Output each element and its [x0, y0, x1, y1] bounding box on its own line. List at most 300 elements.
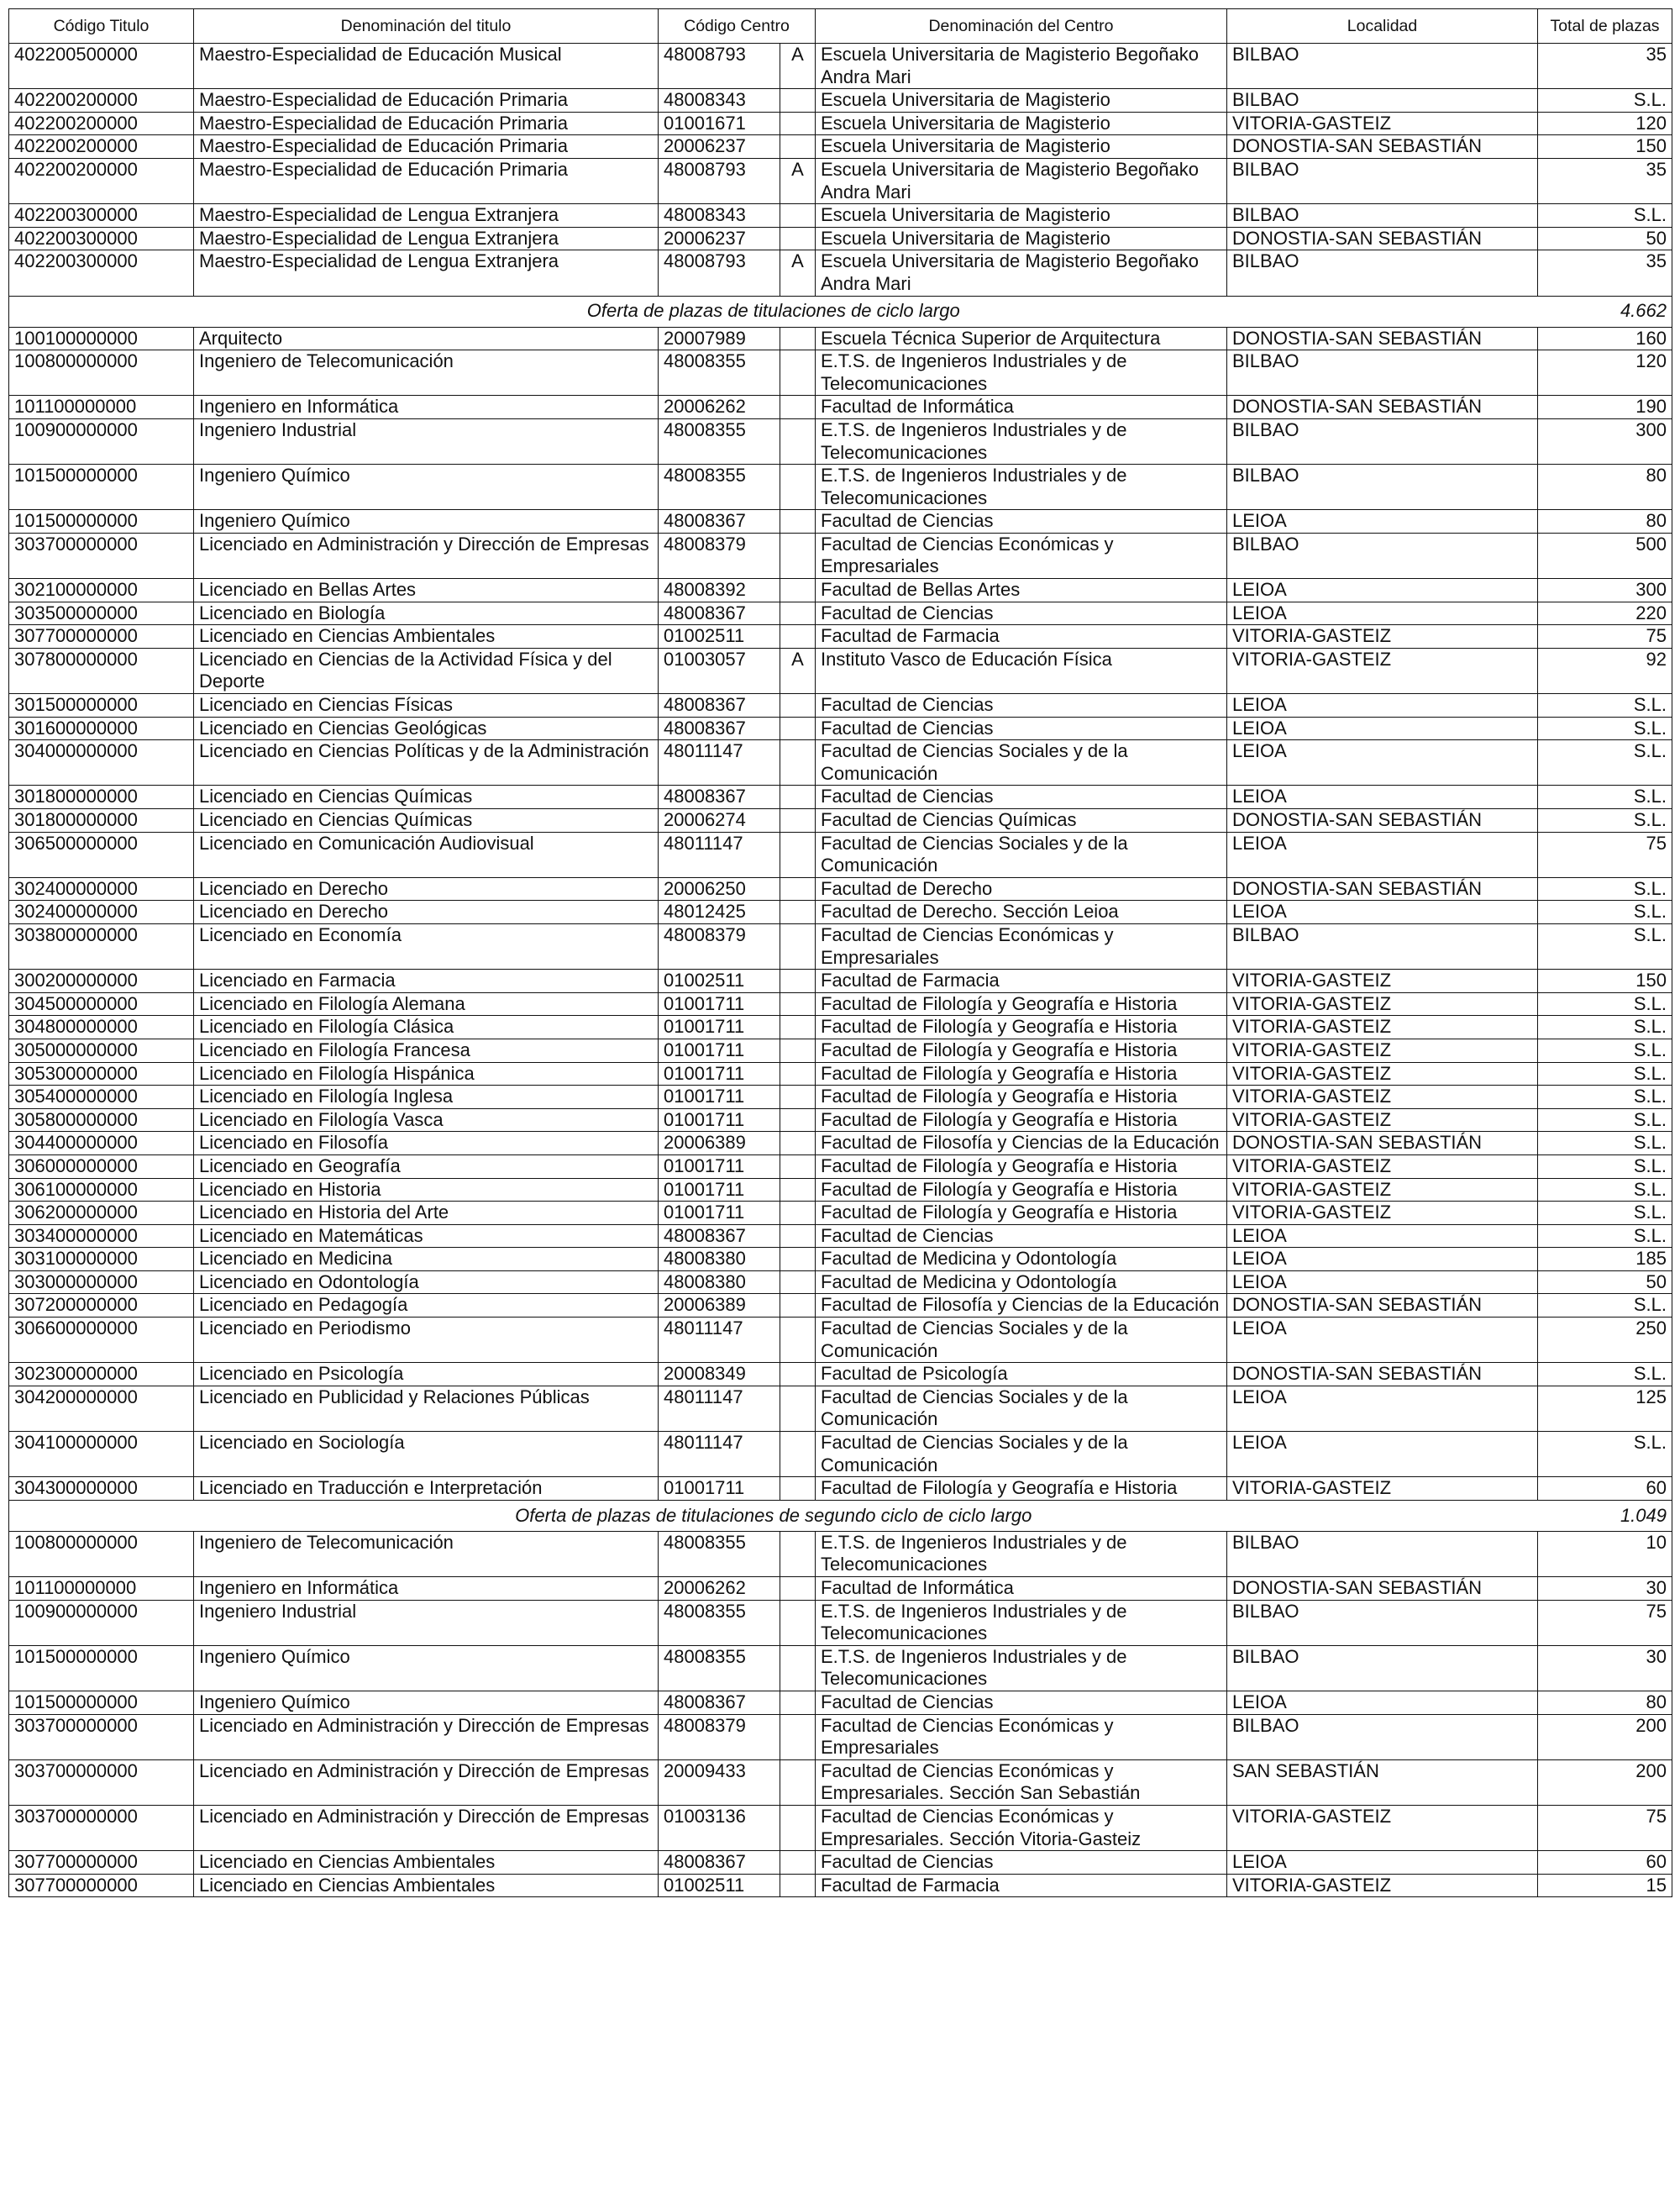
cell-codigo-titulo: 302300000000: [9, 1363, 194, 1386]
cell-denominacion-centro: Instituto Vasco de Educación Física: [816, 648, 1227, 693]
section-title: Oferta de plazas de titulaciones de ciclo largo: [9, 296, 1538, 327]
cell-centro-flag: [780, 1531, 816, 1576]
cell-denominacion-titulo: Ingeniero Químico: [194, 510, 659, 534]
cell-codigo-titulo: 307800000000: [9, 648, 194, 693]
cell-localidad: VITORIA-GASTEIZ: [1227, 1202, 1538, 1225]
cell-denominacion-titulo: Ingeniero Industrial: [194, 418, 659, 464]
cell-localidad: BILBAO: [1227, 89, 1538, 113]
cell-denominacion-centro: Escuela Técnica Superior de Arquitectura: [816, 327, 1227, 350]
cell-denominacion-centro: Escuela Universitaria de Magisterio Begoñako Andra Mari: [816, 250, 1227, 296]
cell-codigo-titulo: 100900000000: [9, 1600, 194, 1645]
cell-denominacion-titulo: Licenciado en Traducción e Interpretación: [194, 1477, 659, 1501]
cell-total-plazas: S.L.: [1538, 89, 1672, 113]
cell-centro-flag: A: [780, 158, 816, 203]
cell-codigo-titulo: 300200000000: [9, 970, 194, 993]
cell-codigo-centro: 48008355: [659, 1531, 780, 1576]
cell-denominacion-titulo: Licenciado en Filología Clásica: [194, 1016, 659, 1039]
cell-codigo-centro: 01002511: [659, 625, 780, 649]
cell-denominacion-centro: E.T.S. de Ingenieros Industriales y de Telecomunicaciones: [816, 1600, 1227, 1645]
cell-codigo-centro: 20006389: [659, 1132, 780, 1155]
cell-localidad: DONOSTIA-SAN SEBASTIÁN: [1227, 1577, 1538, 1601]
cell-total-plazas: 92: [1538, 648, 1672, 693]
table-row: [9, 786, 1672, 809]
cell-localidad: BILBAO: [1227, 350, 1538, 396]
cell-total-plazas: 120: [1538, 350, 1672, 396]
cell-total-plazas: 35: [1538, 158, 1672, 203]
cell-denominacion-titulo: Licenciado en Historia del Arte: [194, 1202, 659, 1225]
section-header-row: [9, 1500, 1672, 1531]
table-row: [9, 1039, 1672, 1062]
cell-denominacion-titulo: Maestro-Especialidad de Lengua Extranjera: [194, 204, 659, 228]
cell-denominacion-centro: Facultad de Filología y Geografía e Historia: [816, 1016, 1227, 1039]
table-row: [9, 1318, 1672, 1363]
cell-centro-flag: [780, 717, 816, 740]
cell-localidad: LEIOA: [1227, 510, 1538, 534]
cell-total-plazas: 80: [1538, 510, 1672, 534]
table-row: [9, 809, 1672, 833]
cell-centro-flag: [780, 1805, 816, 1850]
cell-centro-flag: [780, 901, 816, 924]
cell-codigo-centro: 48011147: [659, 1386, 780, 1431]
cell-centro-flag: [780, 465, 816, 510]
cell-localidad: LEIOA: [1227, 717, 1538, 740]
table-row: [9, 1154, 1672, 1178]
cell-denominacion-titulo: Licenciado en Filología Hispánica: [194, 1062, 659, 1086]
table-row: [9, 350, 1672, 396]
cell-codigo-centro: 48008367: [659, 786, 780, 809]
cell-codigo-titulo: 306000000000: [9, 1154, 194, 1178]
cell-denominacion-titulo: Licenciado en Administración y Dirección de Empresas: [194, 1805, 659, 1850]
cell-denominacion-centro: Facultad de Filosofía y Ciencias de la Educación: [816, 1132, 1227, 1155]
cell-total-plazas: 30: [1538, 1645, 1672, 1691]
cell-denominacion-centro: Escuela Universitaria de Magisterio Begoñako Andra Mari: [816, 158, 1227, 203]
cell-denominacion-centro: Escuela Universitaria de Magisterio: [816, 227, 1227, 250]
cell-denominacion-titulo: Licenciado en Ciencias de la Actividad Física y del Deporte: [194, 648, 659, 693]
cell-codigo-titulo: 100800000000: [9, 350, 194, 396]
cell-codigo-titulo: 306200000000: [9, 1202, 194, 1225]
table-row: [9, 1363, 1672, 1386]
cell-localidad: VITORIA-GASTEIZ: [1227, 1016, 1538, 1039]
cell-denominacion-centro: Escuela Universitaria de Magisterio: [816, 112, 1227, 135]
cell-codigo-centro: 48011147: [659, 1432, 780, 1477]
cell-centro-flag: [780, 89, 816, 113]
cell-codigo-centro: 48008793: [659, 250, 780, 296]
table-row: [9, 533, 1672, 578]
cell-centro-flag: [780, 396, 816, 419]
cell-codigo-centro: 48008367: [659, 694, 780, 718]
cell-total-plazas: 200: [1538, 1759, 1672, 1805]
cell-codigo-centro: 01001711: [659, 1062, 780, 1086]
cell-codigo-titulo: 303700000000: [9, 1759, 194, 1805]
cell-denominacion-centro: E.T.S. de Ingenieros Industriales y de Telecomunicaciones: [816, 465, 1227, 510]
cell-denominacion-centro: E.T.S. de Ingenieros Industriales y de Telecomunicaciones: [816, 1645, 1227, 1691]
table-row: [9, 625, 1672, 649]
cell-centro-flag: [780, 992, 816, 1016]
table-row: [9, 204, 1672, 228]
cell-centro-flag: [780, 1016, 816, 1039]
cell-centro-flag: [780, 327, 816, 350]
cell-denominacion-centro: Facultad de Ciencias Sociales y de la Comunicación: [816, 1386, 1227, 1431]
cell-denominacion-centro: Facultad de Ciencias: [816, 1851, 1227, 1875]
cell-total-plazas: 75: [1538, 832, 1672, 877]
table-row: [9, 1062, 1672, 1086]
table-row: [9, 1386, 1672, 1431]
cell-localidad: LEIOA: [1227, 1248, 1538, 1271]
table-row: [9, 740, 1672, 786]
cell-localidad: VITORIA-GASTEIZ: [1227, 1477, 1538, 1501]
cell-localidad: VITORIA-GASTEIZ: [1227, 1062, 1538, 1086]
table-row: [9, 717, 1672, 740]
cell-centro-flag: [780, 1363, 816, 1386]
cell-codigo-titulo: 307700000000: [9, 625, 194, 649]
table-row: [9, 250, 1672, 296]
cell-centro-flag: [780, 533, 816, 578]
table-row: [9, 1600, 1672, 1645]
cell-codigo-titulo: 101500000000: [9, 1691, 194, 1714]
cell-total-plazas: 75: [1538, 1600, 1672, 1645]
cell-total-plazas: 50: [1538, 1270, 1672, 1294]
cell-denominacion-centro: E.T.S. de Ingenieros Industriales y de Telecomunicaciones: [816, 1531, 1227, 1576]
cell-denominacion-titulo: Licenciado en Derecho: [194, 901, 659, 924]
section-header-row: [9, 296, 1672, 327]
cell-centro-flag: [780, 786, 816, 809]
cell-denominacion-titulo: Licenciado en Ciencias Políticas y de la Administración: [194, 740, 659, 786]
cell-denominacion-titulo: Licenciado en Publicidad y Relaciones Públicas: [194, 1386, 659, 1431]
cell-codigo-centro: 48008380: [659, 1248, 780, 1271]
document-page: [8, 8, 1672, 1897]
cell-total-plazas: S.L.: [1538, 1178, 1672, 1202]
cell-codigo-titulo: 301800000000: [9, 809, 194, 833]
cell-localidad: DONOSTIA-SAN SEBASTIÁN: [1227, 135, 1538, 159]
cell-centro-flag: [780, 579, 816, 602]
cell-total-plazas: S.L.: [1538, 204, 1672, 228]
cell-localidad: VITORIA-GASTEIZ: [1227, 1874, 1538, 1897]
cell-codigo-titulo: 100900000000: [9, 418, 194, 464]
cell-localidad: BILBAO: [1227, 1714, 1538, 1759]
cell-denominacion-titulo: Licenciado en Filología Francesa: [194, 1039, 659, 1062]
table-row: [9, 1248, 1672, 1271]
cell-codigo-titulo: 402200500000: [9, 44, 194, 89]
cell-codigo-titulo: 304000000000: [9, 740, 194, 786]
cell-denominacion-titulo: Licenciado en Bellas Artes: [194, 579, 659, 602]
cell-localidad: VITORIA-GASTEIZ: [1227, 1178, 1538, 1202]
cell-denominacion-centro: Facultad de Ciencias: [816, 510, 1227, 534]
cell-denominacion-centro: Facultad de Filología y Geografía e Historia: [816, 1178, 1227, 1202]
cell-total-plazas: 200: [1538, 1714, 1672, 1759]
cell-codigo-titulo: 101100000000: [9, 396, 194, 419]
cell-denominacion-titulo: Ingeniero de Telecomunicación: [194, 1531, 659, 1576]
cell-centro-flag: [780, 1759, 816, 1805]
cell-codigo-titulo: 100100000000: [9, 327, 194, 350]
cell-denominacion-titulo: Maestro-Especialidad de Educación Primaria: [194, 112, 659, 135]
cell-denominacion-titulo: Ingeniero Químico: [194, 465, 659, 510]
cell-codigo-titulo: 307200000000: [9, 1294, 194, 1318]
cell-denominacion-titulo: Maestro-Especialidad de Educación Primaria: [194, 158, 659, 203]
cell-total-plazas: 125: [1538, 1386, 1672, 1431]
cell-denominacion-titulo: Licenciado en Ciencias Ambientales: [194, 625, 659, 649]
cell-denominacion-centro: Facultad de Psicología: [816, 1363, 1227, 1386]
cell-denominacion-titulo: Maestro-Especialidad de Educación Primaria: [194, 135, 659, 159]
cell-localidad: LEIOA: [1227, 740, 1538, 786]
cell-localidad: LEIOA: [1227, 602, 1538, 625]
cell-centro-flag: [780, 970, 816, 993]
cell-denominacion-centro: Facultad de Ciencias Económicas y Empresariales: [816, 923, 1227, 969]
cell-codigo-titulo: 302400000000: [9, 901, 194, 924]
cell-localidad: LEIOA: [1227, 1270, 1538, 1294]
cell-localidad: VITORIA-GASTEIZ: [1227, 112, 1538, 135]
cell-total-plazas: S.L.: [1538, 740, 1672, 786]
section-title: Oferta de plazas de titulaciones de segundo ciclo de ciclo largo: [9, 1500, 1538, 1531]
cell-denominacion-centro: Facultad de Filología y Geografía e Historia: [816, 1477, 1227, 1501]
cell-total-plazas: S.L.: [1538, 1432, 1672, 1477]
table-row: [9, 1645, 1672, 1691]
cell-codigo-titulo: 303500000000: [9, 602, 194, 625]
cell-localidad: VITORIA-GASTEIZ: [1227, 1086, 1538, 1109]
cell-denominacion-titulo: Licenciado en Pedagogía: [194, 1294, 659, 1318]
cell-codigo-centro: 48008367: [659, 510, 780, 534]
cell-codigo-centro: 48008367: [659, 1224, 780, 1248]
cell-codigo-titulo: 402200300000: [9, 204, 194, 228]
cell-codigo-centro: 48008367: [659, 717, 780, 740]
table-row: [9, 1178, 1672, 1202]
cell-centro-flag: [780, 1270, 816, 1294]
cell-codigo-titulo: 304200000000: [9, 1386, 194, 1431]
cell-codigo-centro: 01003057: [659, 648, 780, 693]
cell-centro-flag: A: [780, 648, 816, 693]
cell-centro-flag: [780, 1714, 816, 1759]
cell-centro-flag: [780, 1477, 816, 1501]
cell-total-plazas: 120: [1538, 112, 1672, 135]
table-row: [9, 923, 1672, 969]
cell-denominacion-titulo: Licenciado en Farmacia: [194, 970, 659, 993]
cell-denominacion-centro: E.T.S. de Ingenieros Industriales y de Telecomunicaciones: [816, 350, 1227, 396]
cell-codigo-centro: 48008379: [659, 1714, 780, 1759]
cell-codigo-titulo: 402200200000: [9, 112, 194, 135]
cell-codigo-centro: 48011147: [659, 832, 780, 877]
table-row: [9, 1224, 1672, 1248]
cell-denominacion-centro: Facultad de Medicina y Odontología: [816, 1248, 1227, 1271]
cell-centro-flag: [780, 694, 816, 718]
cell-codigo-titulo: 304500000000: [9, 992, 194, 1016]
cell-centro-flag: [780, 625, 816, 649]
cell-centro-flag: [780, 1294, 816, 1318]
cell-denominacion-titulo: Licenciado en Ciencias Ambientales: [194, 1874, 659, 1897]
cell-denominacion-titulo: Licenciado en Psicología: [194, 1363, 659, 1386]
cell-localidad: LEIOA: [1227, 1432, 1538, 1477]
cell-codigo-centro: 20006389: [659, 1294, 780, 1318]
cell-denominacion-titulo: Licenciado en Filología Inglesa: [194, 1086, 659, 1109]
table-row: [9, 1270, 1672, 1294]
cell-centro-flag: A: [780, 44, 816, 89]
table-row: [9, 396, 1672, 419]
cell-denominacion-titulo: Licenciado en Geografía: [194, 1154, 659, 1178]
cell-total-plazas: S.L.: [1538, 1224, 1672, 1248]
cell-centro-flag: [780, 1577, 816, 1601]
cell-total-plazas: 60: [1538, 1477, 1672, 1501]
cell-denominacion-titulo: Ingeniero en Informática: [194, 1577, 659, 1601]
cell-localidad: LEIOA: [1227, 1691, 1538, 1714]
cell-denominacion-centro: Facultad de Ciencias Químicas: [816, 809, 1227, 833]
cell-denominacion-titulo: Ingeniero Químico: [194, 1645, 659, 1691]
cell-codigo-centro: 01001711: [659, 1108, 780, 1132]
cell-denominacion-titulo: Licenciado en Sociología: [194, 1432, 659, 1477]
cell-localidad: VITORIA-GASTEIZ: [1227, 1039, 1538, 1062]
cell-denominacion-titulo: Licenciado en Administración y Dirección de Empresas: [194, 533, 659, 578]
cell-centro-flag: [780, 418, 816, 464]
table-row: [9, 418, 1672, 464]
cell-codigo-titulo: 402200200000: [9, 89, 194, 113]
cell-codigo-centro: 20009433: [659, 1759, 780, 1805]
cell-localidad: BILBAO: [1227, 204, 1538, 228]
cell-centro-flag: [780, 1108, 816, 1132]
cell-localidad: DONOSTIA-SAN SEBASTIÁN: [1227, 327, 1538, 350]
cell-localidad: BILBAO: [1227, 44, 1538, 89]
cell-codigo-centro: 01001671: [659, 112, 780, 135]
cell-codigo-centro: 20006262: [659, 396, 780, 419]
cell-denominacion-titulo: Arquitecto: [194, 327, 659, 350]
cell-denominacion-centro: Facultad de Filología y Geografía e Historia: [816, 1154, 1227, 1178]
cell-codigo-centro: 48008343: [659, 204, 780, 228]
cell-codigo-centro: 01002511: [659, 1874, 780, 1897]
cell-localidad: DONOSTIA-SAN SEBASTIÁN: [1227, 877, 1538, 901]
table-row: [9, 970, 1672, 993]
cell-total-plazas: S.L.: [1538, 717, 1672, 740]
cell-codigo-titulo: 101500000000: [9, 1645, 194, 1691]
table-row: [9, 135, 1672, 159]
cell-centro-flag: [780, 1600, 816, 1645]
cell-total-plazas: 10: [1538, 1531, 1672, 1576]
cell-codigo-titulo: 307700000000: [9, 1874, 194, 1897]
cell-total-plazas: 80: [1538, 465, 1672, 510]
cell-denominacion-centro: Facultad de Informática: [816, 1577, 1227, 1601]
table-row: [9, 1477, 1672, 1501]
table-row: [9, 1531, 1672, 1576]
cell-denominacion-centro: Facultad de Ciencias Sociales y de la Comunicación: [816, 832, 1227, 877]
cell-denominacion-titulo: Licenciado en Ciencias Químicas: [194, 809, 659, 833]
cell-total-plazas: 80: [1538, 1691, 1672, 1714]
cell-centro-flag: [780, 1086, 816, 1109]
cell-denominacion-centro: Facultad de Ciencias Sociales y de la Comunicación: [816, 1318, 1227, 1363]
cell-total-plazas: S.L.: [1538, 1062, 1672, 1086]
cell-localidad: VITORIA-GASTEIZ: [1227, 625, 1538, 649]
cell-codigo-centro: 48008343: [659, 89, 780, 113]
cell-denominacion-titulo: Ingeniero en Informática: [194, 396, 659, 419]
cell-codigo-centro: 01001711: [659, 1202, 780, 1225]
cell-centro-flag: [780, 227, 816, 250]
cell-denominacion-titulo: Licenciado en Biología: [194, 602, 659, 625]
cell-denominacion-titulo: Licenciado en Comunicación Audiovisual: [194, 832, 659, 877]
cell-centro-flag: [780, 350, 816, 396]
cell-centro-flag: [780, 204, 816, 228]
cell-total-plazas: 30: [1538, 1577, 1672, 1601]
cell-total-plazas: S.L.: [1538, 1108, 1672, 1132]
cell-denominacion-titulo: Licenciado en Ciencias Geológicas: [194, 717, 659, 740]
cell-codigo-titulo: 303700000000: [9, 1805, 194, 1850]
table-row: [9, 1086, 1672, 1109]
cell-localidad: VITORIA-GASTEIZ: [1227, 648, 1538, 693]
cell-localidad: LEIOA: [1227, 1224, 1538, 1248]
table-body: [9, 44, 1672, 1897]
cell-total-plazas: 35: [1538, 44, 1672, 89]
cell-total-plazas: S.L.: [1538, 1154, 1672, 1178]
cell-localidad: VITORIA-GASTEIZ: [1227, 992, 1538, 1016]
cell-denominacion-titulo: Maestro-Especialidad de Lengua Extranjera: [194, 227, 659, 250]
cell-centro-flag: [780, 1318, 816, 1363]
cell-codigo-centro: 48008367: [659, 1691, 780, 1714]
cell-denominacion-centro: Facultad de Filología y Geografía e Historia: [816, 1202, 1227, 1225]
cell-denominacion-centro: Facultad de Ciencias Económicas y Empresariales. Sección San Sebastián: [816, 1759, 1227, 1805]
table-row: [9, 694, 1672, 718]
cell-denominacion-centro: Facultad de Ciencias: [816, 602, 1227, 625]
cell-centro-flag: [780, 1386, 816, 1431]
cell-centro-flag: [780, 1062, 816, 1086]
cell-localidad: VITORIA-GASTEIZ: [1227, 1108, 1538, 1132]
section-total: 4.662: [1538, 296, 1672, 327]
cell-codigo-centro: 20006274: [659, 809, 780, 833]
table-row: [9, 1759, 1672, 1805]
table-row: [9, 1577, 1672, 1601]
cell-total-plazas: S.L.: [1538, 1039, 1672, 1062]
cell-denominacion-titulo: Licenciado en Administración y Dirección de Empresas: [194, 1759, 659, 1805]
cell-total-plazas: S.L.: [1538, 1016, 1672, 1039]
cell-denominacion-centro: Facultad de Ciencias: [816, 1691, 1227, 1714]
table-row: [9, 579, 1672, 602]
cell-total-plazas: 35: [1538, 250, 1672, 296]
header-codigo-centro: Código Centro: [659, 9, 816, 44]
table-row: [9, 44, 1672, 89]
cell-centro-flag: [780, 1132, 816, 1155]
table-row: [9, 112, 1672, 135]
cell-total-plazas: 300: [1538, 418, 1672, 464]
table-row: [9, 877, 1672, 901]
cell-codigo-titulo: 402200300000: [9, 250, 194, 296]
cell-denominacion-centro: Facultad de Farmacia: [816, 625, 1227, 649]
cell-denominacion-titulo: Maestro-Especialidad de Educación Primaria: [194, 89, 659, 113]
cell-codigo-titulo: 306600000000: [9, 1318, 194, 1363]
cell-denominacion-titulo: Licenciado en Administración y Dirección de Empresas: [194, 1714, 659, 1759]
cell-denominacion-centro: E.T.S. de Ingenieros Industriales y de Telecomunicaciones: [816, 418, 1227, 464]
cell-denominacion-centro: Facultad de Farmacia: [816, 970, 1227, 993]
cell-codigo-titulo: 402200200000: [9, 135, 194, 159]
cell-denominacion-titulo: Licenciado en Ciencias Ambientales: [194, 1851, 659, 1875]
cell-localidad: VITORIA-GASTEIZ: [1227, 970, 1538, 993]
table-row: [9, 1016, 1672, 1039]
cell-codigo-centro: 48008355: [659, 465, 780, 510]
cell-denominacion-titulo: Licenciado en Filología Vasca: [194, 1108, 659, 1132]
cell-codigo-centro: 48008355: [659, 418, 780, 464]
cell-denominacion-centro: Facultad de Derecho: [816, 877, 1227, 901]
cell-codigo-centro: 01003136: [659, 1805, 780, 1850]
cell-localidad: BILBAO: [1227, 1531, 1538, 1576]
cell-denominacion-centro: Facultad de Filología y Geografía e Historia: [816, 1086, 1227, 1109]
cell-denominacion-centro: Facultad de Filosofía y Ciencias de la Educación: [816, 1294, 1227, 1318]
cell-denominacion-titulo: Licenciado en Ciencias Físicas: [194, 694, 659, 718]
cell-total-plazas: 500: [1538, 533, 1672, 578]
cell-denominacion-titulo: Licenciado en Periodismo: [194, 1318, 659, 1363]
table-row: [9, 602, 1672, 625]
cell-codigo-centro: 48008355: [659, 1645, 780, 1691]
cell-denominacion-centro: Facultad de Ciencias: [816, 717, 1227, 740]
cell-codigo-titulo: 303000000000: [9, 1270, 194, 1294]
cell-codigo-titulo: 304300000000: [9, 1477, 194, 1501]
cell-centro-flag: [780, 510, 816, 534]
cell-denominacion-titulo: Licenciado en Economía: [194, 923, 659, 969]
cell-total-plazas: S.L.: [1538, 992, 1672, 1016]
table-row: [9, 1805, 1672, 1850]
cell-centro-flag: [780, 1851, 816, 1875]
cell-localidad: DONOSTIA-SAN SEBASTIÁN: [1227, 227, 1538, 250]
cell-total-plazas: S.L.: [1538, 786, 1672, 809]
